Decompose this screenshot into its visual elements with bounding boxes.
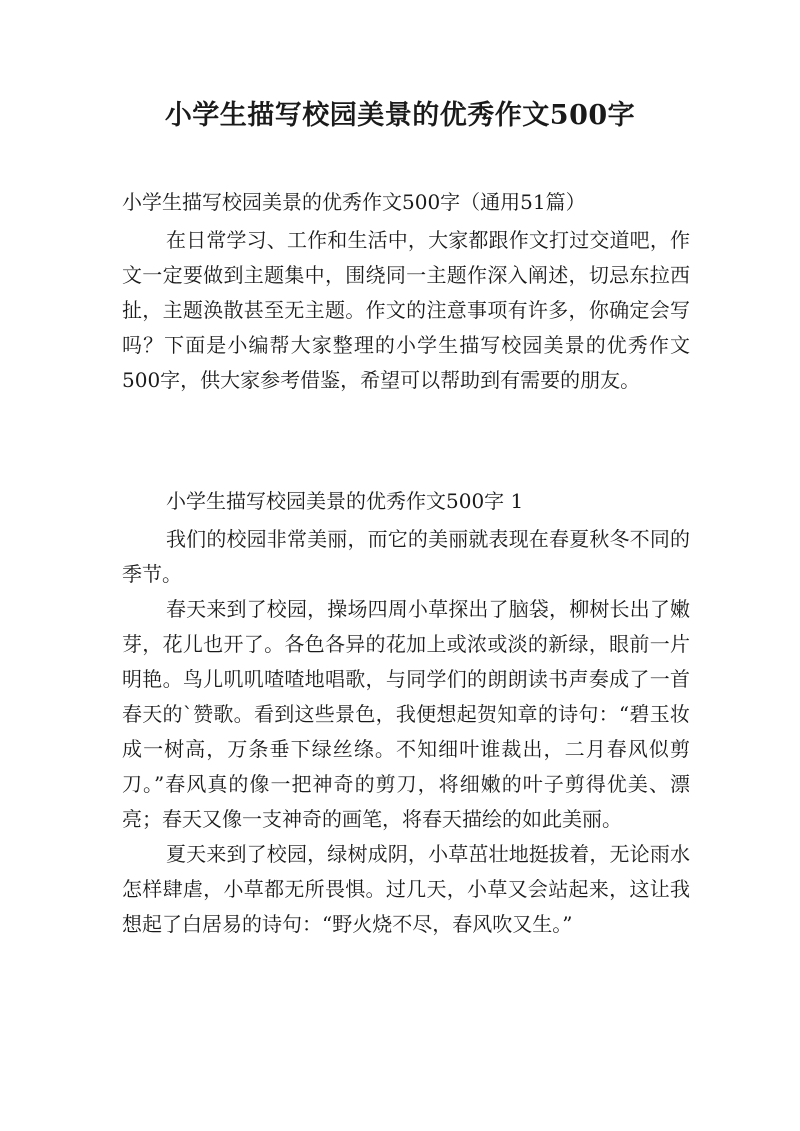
article-paragraph-2: 春天来到了校园，操场四周小草探出了脑袋，柳树长出了嫩芽，花儿也开了。各色各异的花加上或浓或淡的新绿，眼前一片明艳。鸟儿叽叽喳喳地唱歌，与同学们的朗朗读书声奏成了一首春天的`赞歌。看到这些景色，我便想起贺知章的诗句：“碧玉妆成一树高，万条垂下绿丝绦。不知细叶谁裁出，二月春风似剪刀。”春风真的像一把神奇的剪刀，将细嫩的叶子剪得优美、漂亮；春天又像一支神奇的画笔，将春天描绘的如此美丽。 xyxy=(122,597,690,831)
article-paragraph-1: 我们的校园非常美丽，而它的美丽就表现在春夏秋冬不同的季节。 xyxy=(122,527,690,586)
intro-paragraph: 在日常学习、工作和生活中，大家都跟作文打过交道吧，作文一定要做到主题集中，围绕同一主题作深入阐述，切忌东拉西扯，主题涣散甚至无主题。作文的注意事项有许多，你确定会写吗？下面是小编帮大家整理的小学生描写校园美景的优秀作文500字，供大家参考借鉴，希望可以帮助到有需要的朋友。 xyxy=(122,228,690,392)
article-body xyxy=(122,522,690,942)
section-heading: 小学生描写校园美景的优秀作文500字 1 xyxy=(166,489,524,513)
article-paragraph-3: 夏天来到了校园，绿树成阴，小草茁壮地挺拔着，无论雨水怎样肆虐，小草都无所畏惧。过几天，小草又会站起来，这让我想起了白居易的诗句：“野火烧不尽，春风吹又生。” xyxy=(122,842,690,936)
document-title: 小学生描写校园美景的优秀作文500字 xyxy=(164,100,636,131)
document-subtitle: 小学生描写校园美景的优秀作文500字（通用51篇） xyxy=(122,190,586,214)
